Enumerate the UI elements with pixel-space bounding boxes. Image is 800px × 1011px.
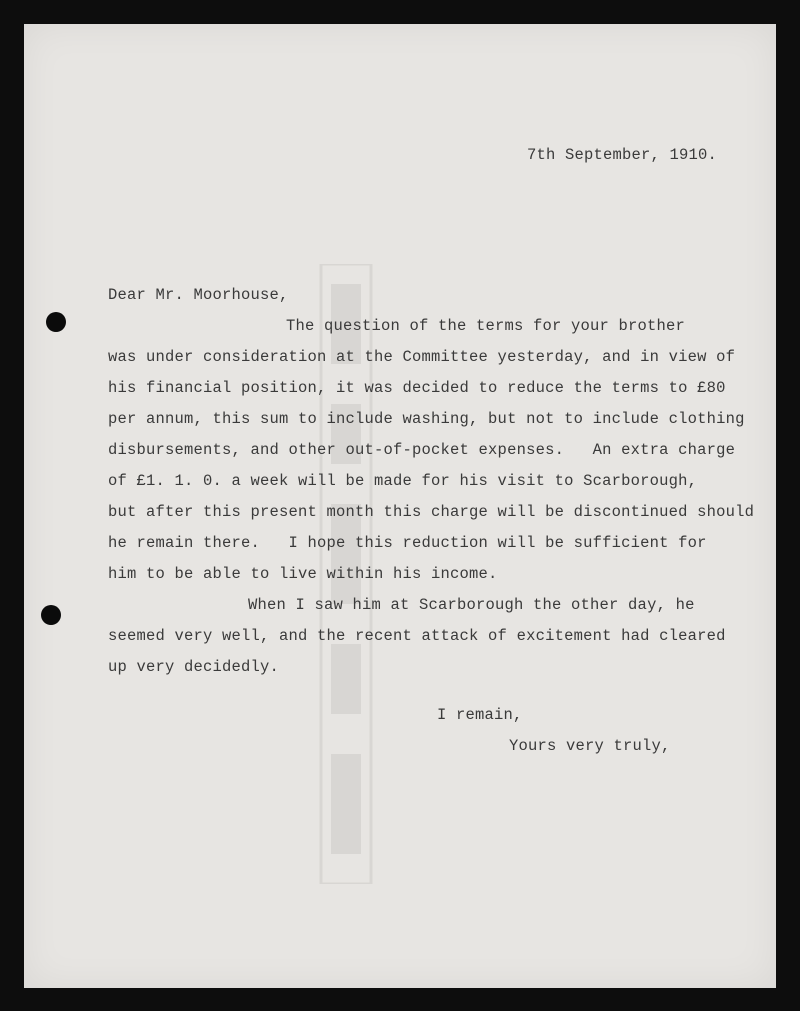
body-line: he remain there. I hope this reduction will be sufficient for	[108, 534, 707, 552]
body-line: was under consideration at the Committee yesterday, and in view of	[108, 348, 736, 366]
body-line: his financial position, it was decided to reduce the terms to £80	[108, 379, 726, 397]
letter-salutation: Dear Mr. Moorhouse,	[108, 286, 289, 304]
body-line: of £1. 1. 0. a week will be made for his visit to Scarborough,	[108, 472, 698, 490]
body-line: The question of the terms for your brother	[286, 317, 686, 335]
body-line: him to be able to live within his income.	[108, 565, 498, 583]
letter-date: 7th September, 1910.	[527, 146, 718, 164]
body-line: per annum, this sum to include washing, but not to include clothing	[108, 410, 745, 428]
body-line: When I saw him at Scarborough the other day, he	[248, 596, 695, 614]
closing-yours: Yours very truly,	[509, 737, 671, 755]
punch-hole-top	[46, 312, 66, 332]
body-line: but after this present month this charge will be discontinued should	[108, 503, 755, 521]
body-line: up very decidedly.	[108, 658, 280, 676]
punch-hole-bottom	[41, 605, 61, 625]
body-line: seemed very well, and the recent attack of excitement had cleared	[108, 627, 726, 645]
closing-remain: I remain,	[437, 706, 523, 724]
body-line: disbursements, and other out-of-pocket expenses. An extra charge	[108, 441, 736, 459]
